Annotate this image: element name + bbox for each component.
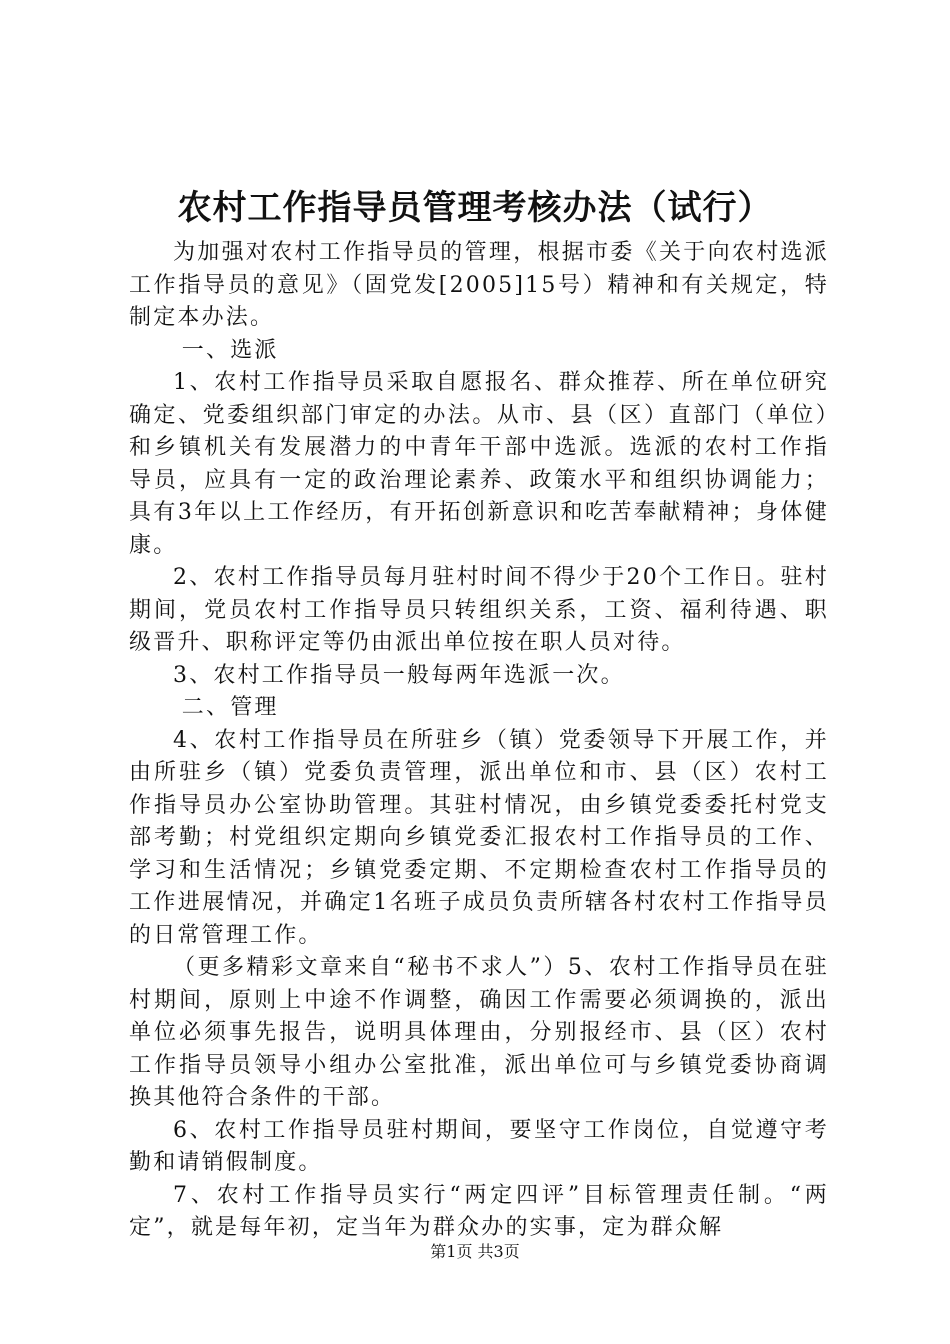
section-heading-management: 二、管理 (181, 695, 279, 720)
document-title: 农村工作指导员管理考核办法（试行） (177, 188, 773, 228)
clause-5-paragraph: （更多精彩文章来自“秘书不求人”）5、农村工作指导员在驻村期间，原则上中途不作调整，确因工作需要必须调换的，派出单位必须事先报告，说明具体理由，分别报经市、县（区）农村工作指导员领导小组办公室批准，派出单位可与乡镇党委协商调换其他符合条件的干部。 (129, 955, 829, 1110)
page-number-footer: 第1页 共3页 (430, 1242, 520, 1261)
clause-3-paragraph: 3、农村工作指导员一般每两年选派一次。 (173, 662, 625, 688)
clause-6-paragraph: 6、农村工作指导员驻村期间，要坚守工作岗位，自觉遵守考勤和请销假制度。 (129, 1117, 829, 1175)
document-body (129, 237, 829, 1245)
clause-2-paragraph: 2、农村工作指导员每月驻村时间不得少于20个工作日。驻村期间，党员农村工作指导员只转组织关系，工资、福利待遇、职级晋升、职称评定等仍由派出单位按在职人员对待。 (129, 565, 829, 655)
clause-4-paragraph: 4、农村工作指导员在所驻乡（镇）党委领导下开展工作，并由所驻乡（镇）党委负责管理，派出单位和市、县（区）农村工作指导员办公室协助管理。其驻村情况，由乡镇党委委托村党支部考勤；村党组织定期向乡镇党委汇报农村工作指导员的工作、学习和生活情况；乡镇党委定期、不定期检查农村工作指导员的工作进展情况，并确定1名班子成员负责所辖各村农村工作指导员的日常管理工作。 (129, 727, 829, 948)
intro-paragraph: 为加强对农村工作指导员的管理，根据市委《关于向农村选派工作指导员的意见》（固党发[2005]15号）精神和有关规定，特制定本办法。 (129, 240, 829, 330)
section-heading-selection: 一、选派 (181, 337, 279, 363)
clause-7-paragraph: 7、农村工作指导员实行“两定四评”目标管理责任制。“两定”，就是每年初，定当年为群众办的实事，定为群众解 (129, 1182, 829, 1240)
clause-1-paragraph: 1、农村工作指导员采取自愿报名、群众推荐、所在单位研究确定、党委组织部门审定的办法。从市、县（区）直部门（单位）和乡镇机关有发展潜力的中青年干部中选派。选派的农村工作指导员，应具有一定的政治理论素养、政策水平和组织协调能力；具有3年以上工作经历，有开拓创新意识和吃苦奉献精神；身体健康。 (129, 370, 829, 558)
